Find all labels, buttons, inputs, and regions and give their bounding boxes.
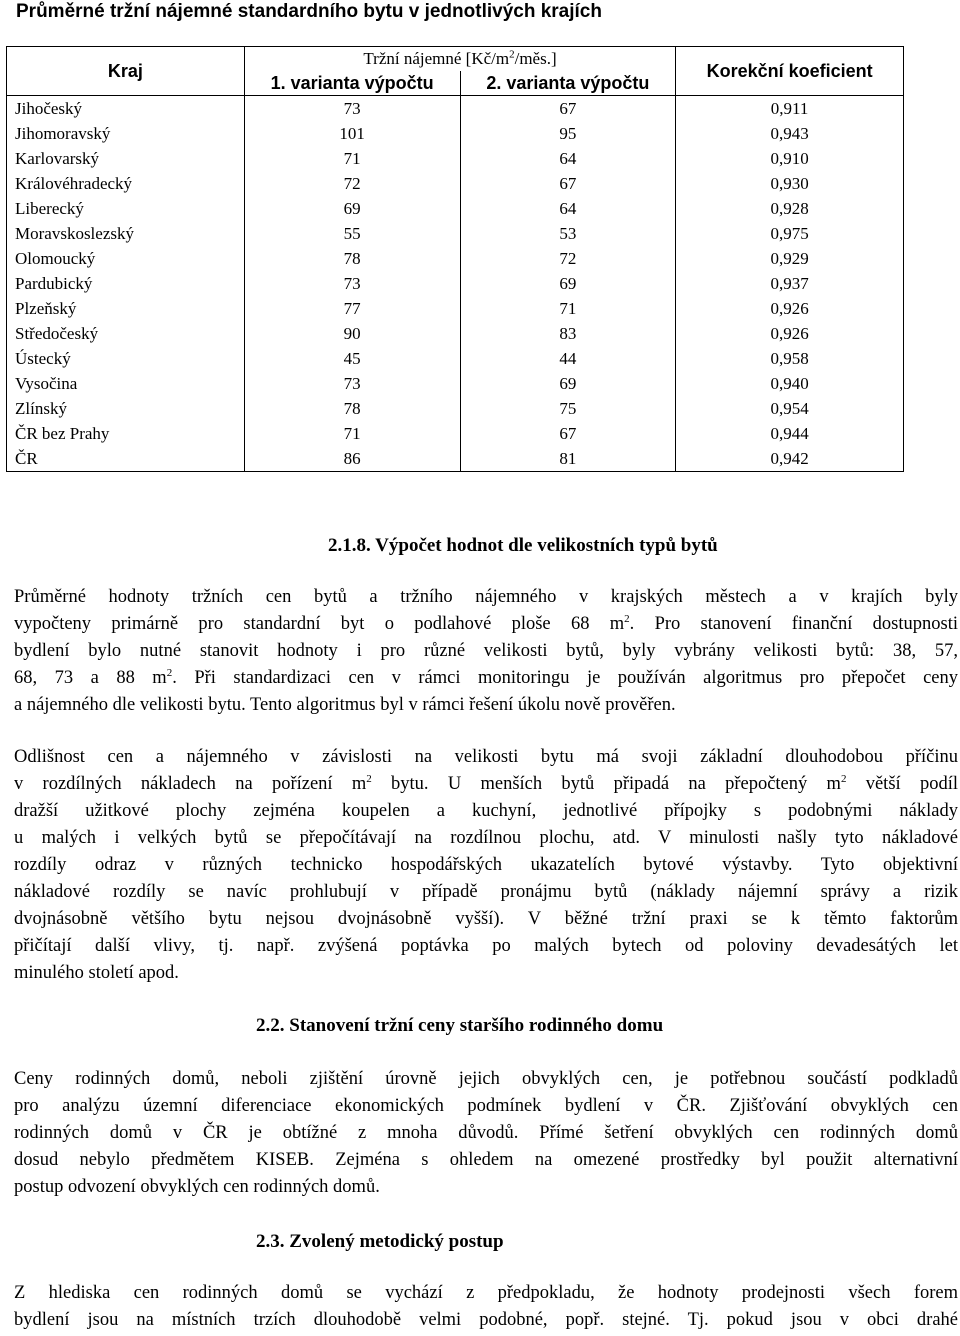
- variant1-cell: 73: [244, 271, 460, 296]
- variant1-cell: 90: [244, 321, 460, 346]
- region-cell: Plzeňský: [7, 296, 245, 321]
- text-line: pro analýzu územní diferenciace ekonomických podmínek bydlení v ČR. Zjišťování obvyklých cen: [14, 1096, 958, 1116]
- section-2-2-heading: 2.2. Stanovení tržní ceny staršího rodinného domu: [256, 1015, 664, 1036]
- variant2-cell: 95: [460, 121, 676, 146]
- coefficient-cell: 0,926: [676, 321, 904, 346]
- text-line: postup odvození obvyklých cen rodinných domů.: [14, 1177, 380, 1197]
- rent-table-body: [7, 96, 904, 472]
- coefficient-cell: 0,930: [676, 171, 904, 196]
- section-2-1-8-heading: 2.1.8. Výpočet hodnot dle velikostních typů bytů: [328, 535, 718, 556]
- region-cell: Karlovarský: [7, 146, 245, 171]
- region-cell: Zlínský: [7, 396, 245, 421]
- region-cell: Ústecký: [7, 346, 245, 371]
- coefficient-cell: 0,940: [676, 371, 904, 396]
- region-cell: Liberecký: [7, 196, 245, 221]
- region-cell: Jihomoravský: [7, 121, 245, 146]
- variant2-cell: 75: [460, 396, 676, 421]
- table-row: [7, 196, 904, 221]
- variant2-cell: 69: [460, 271, 676, 296]
- table-row: [7, 421, 904, 446]
- variant2-cell: 64: [460, 196, 676, 221]
- variant1-cell: 78: [244, 396, 460, 421]
- region-cell: ČR: [7, 446, 245, 472]
- text-line: dosud nebylo předmětem KISEB. Zejména s ohledem na omezené prostředky byl použit alternativní: [14, 1150, 958, 1170]
- table-row: [7, 171, 904, 196]
- text-line: a nájemného dle velikosti bytu. Tento algoritmus byl v rámci řešení úkolu nově prověřen.: [14, 695, 676, 715]
- rent-table: [6, 46, 904, 472]
- text-line: vypočteny primárně pro standardní byt o podlahové ploše 68 $m^2$. Pro stanovení finanční dostupnosti: [14, 612, 958, 634]
- coefficient-cell: 0,910: [676, 146, 904, 171]
- text-line: 68, 73 a 88 $m^2$. Při standardizaci cen v rámci monitoringu je používán algoritmus pro přepočet ceny: [14, 666, 958, 688]
- table-row: [7, 146, 904, 171]
- header-rent-sup: 2: [509, 48, 515, 61]
- text-line: dvojnásobně většího bytu nejsou dvojnásobně vyšší). V běžné tržní praxi se k těmto faktorům: [14, 909, 958, 929]
- region-cell: Pardubický: [7, 271, 245, 296]
- variant1-cell: 101: [244, 121, 460, 146]
- region-cell: Středočeský: [7, 321, 245, 346]
- text-line: rodinných domů v ČR je obtížné z mnoha důvodů. Přímé šetření obvyklých cen rodinných domů: [14, 1123, 958, 1143]
- table-row: [7, 371, 904, 396]
- region-cell: Královéhradecký: [7, 171, 245, 196]
- table-row: [7, 96, 904, 122]
- variant1-cell: 71: [244, 146, 460, 171]
- coefficient-cell: 0,944: [676, 421, 904, 446]
- text-line: bydlení bylo nutné stanovit hodnoty i pro různé velikosti bytů, byly vybrány velikosti bytů: 38, 57,: [14, 641, 958, 661]
- variant1-cell: 69: [244, 196, 460, 221]
- variant2-cell: 69: [460, 371, 676, 396]
- region-cell: Moravskoslezský: [7, 221, 245, 246]
- coefficient-cell: 0,975: [676, 221, 904, 246]
- coefficient-cell: 0,943: [676, 121, 904, 146]
- coefficient-cell: 0,958: [676, 346, 904, 371]
- coefficient-cell: 0,942: [676, 446, 904, 472]
- text-line: Ceny rodinných domů, neboli zjištění úrovně jejich obvyklých cen, je potřebnou součástí podkladů: [14, 1069, 958, 1089]
- section-2-3-heading: 2.3. Zvolený metodický postup: [256, 1231, 504, 1252]
- table-row: [7, 396, 904, 421]
- table-row: [7, 321, 904, 346]
- header-rent: [244, 47, 675, 72]
- header-rent-pre: Tržní nájemné [Kč/m: [363, 49, 510, 68]
- region-cell: Jihočeský: [7, 96, 245, 122]
- region-cell: Olomoucký: [7, 246, 245, 271]
- table-row: [7, 121, 904, 146]
- variant1-cell: 55: [244, 221, 460, 246]
- header-rent-post: /měs.]: [514, 49, 557, 68]
- table-row: [7, 221, 904, 246]
- variant2-cell: 72: [460, 246, 676, 271]
- text-line: Odlišnost cen a nájemného v závislosti na velikosti bytu má svoji základní dlouhodobou příčinu: [14, 747, 958, 767]
- variant2-cell: 81: [460, 446, 676, 472]
- text-line: u malých i velkých bytů se přepočítávají na rozdílnou plochu, atd. V minulosti našly tyto nákladové: [14, 828, 958, 848]
- coefficient-cell: 0,937: [676, 271, 904, 296]
- text-line: dražší užitkové plochy zejména koupelen a kuchyní, jednotlivé přípojky s podobnými náklady: [14, 801, 958, 821]
- text-line: v rozdílných nákladech na pořízení $m^2$ bytu. U menších bytů připadá na přepočtený $m^2$ větší podíl: [14, 772, 958, 794]
- coefficient-cell: 0,929: [676, 246, 904, 271]
- variant1-cell: 73: [244, 371, 460, 396]
- table-row: [7, 271, 904, 296]
- variant2-cell: 67: [460, 171, 676, 196]
- variant2-cell: 71: [460, 296, 676, 321]
- coefficient-cell: 0,928: [676, 196, 904, 221]
- variant1-cell: 45: [244, 346, 460, 371]
- text-line: Z hlediska cen rodinných domů se vychází z předpokladu, že hodnoty prodejnosti všech forem: [14, 1283, 958, 1303]
- variant2-cell: 67: [460, 96, 676, 122]
- section-2-1-8-paragraph-2: [14, 744, 958, 987]
- variant2-cell: 83: [460, 321, 676, 346]
- text-line: rozdíly odraz v různých technicko hospodářských ukazatelích bytové výstavby. Tyto objektivní: [14, 855, 958, 875]
- variant1-cell: 86: [244, 446, 460, 472]
- section-2-2-paragraph: [14, 1066, 958, 1201]
- variant1-cell: 73: [244, 96, 460, 122]
- variant2-cell: 67: [460, 421, 676, 446]
- variant1-cell: 71: [244, 421, 460, 446]
- section-2-1-8-paragraph-1: [14, 584, 958, 719]
- variant2-cell: 44: [460, 346, 676, 371]
- variant1-cell: 72: [244, 171, 460, 196]
- text-line: nákladové rozdíly se navíc prohlubují v případě pronájmu bytů (náklady nájemní správy a rizik: [14, 882, 958, 902]
- page-title: Průměrné tržní nájemné standardního bytu v jednotlivých krajích: [16, 1, 602, 22]
- text-line: minulého století apod.: [14, 963, 179, 983]
- table-row: [7, 446, 904, 472]
- region-cell: ČR bez Prahy: [7, 421, 245, 446]
- coefficient-cell: 0,926: [676, 296, 904, 321]
- table-row: [7, 296, 904, 321]
- variant2-cell: 64: [460, 146, 676, 171]
- variant2-cell: 53: [460, 221, 676, 246]
- table-row: [7, 346, 904, 371]
- header-kraj: Kraj: [7, 47, 245, 96]
- section-2-3-paragraph: [14, 1280, 958, 1334]
- header-var2: 2. varianta výpočtu: [460, 71, 676, 96]
- header-var1: 1. varianta výpočtu: [244, 71, 460, 96]
- variant1-cell: 77: [244, 296, 460, 321]
- text-line: bydlení jsou na místních trzích dlouhodobě velmi podobné, popř. stejné. Tj. pokud jsou v obci drahé: [14, 1310, 958, 1330]
- text-line: přičítají další vlivy, tj. např. zvýšená poptávka po malých bytech od poloviny devadesátých let: [14, 936, 958, 956]
- text-line: Průměrné hodnoty tržních cen bytů a tržního nájemného v krajských městech a v krajích byly: [14, 587, 958, 607]
- coefficient-cell: 0,954: [676, 396, 904, 421]
- variant1-cell: 78: [244, 246, 460, 271]
- header-koef: Korekční koeficient: [676, 47, 904, 96]
- coefficient-cell: 0,911: [676, 96, 904, 122]
- region-cell: Vysočina: [7, 371, 245, 396]
- table-row: [7, 246, 904, 271]
